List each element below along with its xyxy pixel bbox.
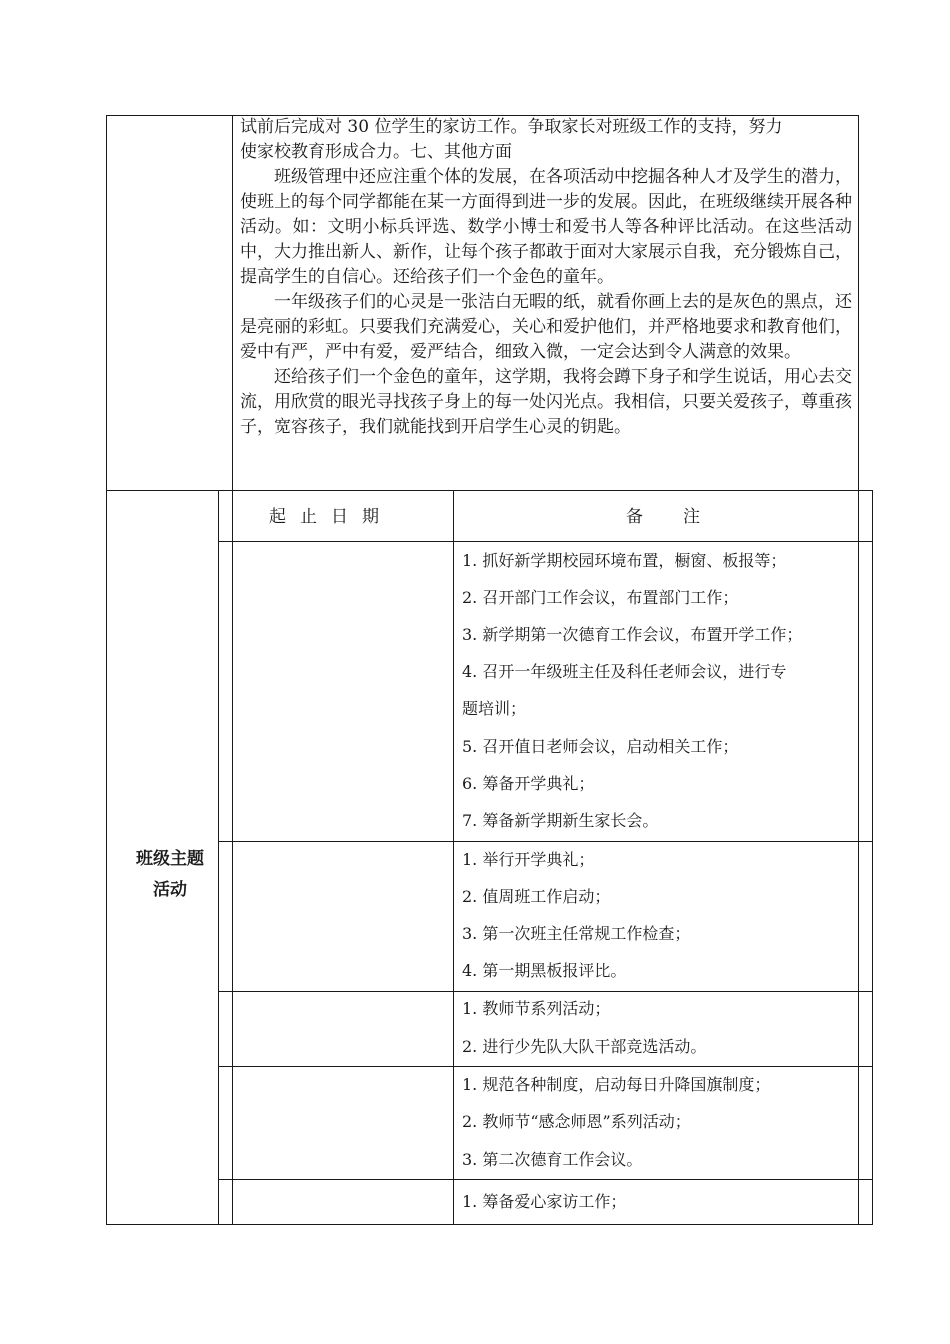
list-item: 6. 筹备开学典礼； [462,774,595,793]
list-item: 3. 新学期第一次德育工作会议，布置开学工作； [462,625,803,644]
list-item: 7. 筹备新学期新生家长会。 [462,811,659,830]
list-item: 1. 抓好新学期校园环境布置，橱窗、板报等； [462,551,787,570]
text-line: 试前后完成对 30 位学生的家访工作。争取家长对班级工作的支持，努力 [240,117,783,137]
upper-paragraphs [240,165,852,440]
notes-right-border [858,490,859,1225]
upper-label-divider [232,115,233,490]
header-date: 起止日期 [269,507,393,527]
section-label-line: 活动 [153,880,187,900]
text-line: 使家校教育形成合力。七、其他方面 [240,142,512,162]
list-item: 2. 进行少先队大队干部竞选活动。 [462,1037,707,1056]
section-label [130,844,210,906]
row-divider-1 [218,841,873,842]
paragraph: 还给孩子们一个金色的童年，这学期，我将会蹲下身子和学生说话，用心去交流，用欣赏的眼光寻找孩子身上的每一处闪光点。我相信，只要关爱孩子，尊重孩子，宽容孩子，我们就能找到开启学生心灵的钥匙。 [240,367,852,437]
label-col-divider-right [232,490,233,1225]
list-item: 2. 教师节“感念师恩”系列活动； [462,1112,691,1131]
list-item: 题培训； [462,699,527,718]
list-item: 1. 教师节系列活动； [462,999,611,1018]
list-item: 5. 召开值日老师会议，启动相关工作； [462,737,739,756]
list-item: 3. 第一次班主任常规工作检查； [462,924,691,943]
list-item: 1. 筹备爱心家访工作； [462,1192,627,1211]
list-item: 2. 值周班工作启动； [462,887,611,906]
row-divider-4 [218,1179,873,1180]
list-item: 4. 第一期黑板报评比。 [462,961,627,980]
upper-right-border [858,115,859,490]
list-item: 3. 第二次德育工作会议。 [462,1150,643,1169]
section-divider [106,490,873,491]
label-col-divider-left [218,490,219,1225]
list-item: 1. 规范各种制度，启动每日升降国旗制度； [462,1075,771,1094]
paragraph: 班级管理中还应注重个体的发展，在各项活动中挖掘各种人才及学生的潜力，使班上的每个同学都能在某一方面得到进一步的发展。因此，在班级继续开展各种活动。如：文明小标兵评选、数学小博士和爱书人等各种评比活动。在这些活动中，大力推出新人、新作，让每个孩子都敢于面对大家展示自我，充分锻炼自己，提高学生的自信心。还给孩子们一个金色的童年。 [240,167,852,287]
date-col-divider [453,490,454,1225]
paragraph: 一年级孩子们的心灵是一张洁白无暇的纸，就看你画上去的是灰色的黑点，还是亮丽的彩虹。只要我们充满爱心，关心和爱护他们，并严格地要求和教育他们，爱中有严，严中有爱，爱严结合，细致入微，一定会达到令人满意的效果。 [240,292,852,362]
section-label-line: 班级主题 [136,849,204,869]
list-item: 2. 召开部门工作会议，布置部门工作； [462,588,739,607]
header-notes: 备注 [626,507,740,527]
table-left-border [106,115,107,1225]
row-divider-2 [218,991,873,992]
header-row-divider [218,541,873,542]
row-divider-3 [218,1066,873,1067]
list-item: 4. 召开一年级班主任及科任老师会议，进行专 [462,662,787,681]
table-outer-right-border [872,490,873,1225]
table-bottom-border [106,1224,873,1225]
list-item: 1. 举行开学典礼； [462,850,595,869]
